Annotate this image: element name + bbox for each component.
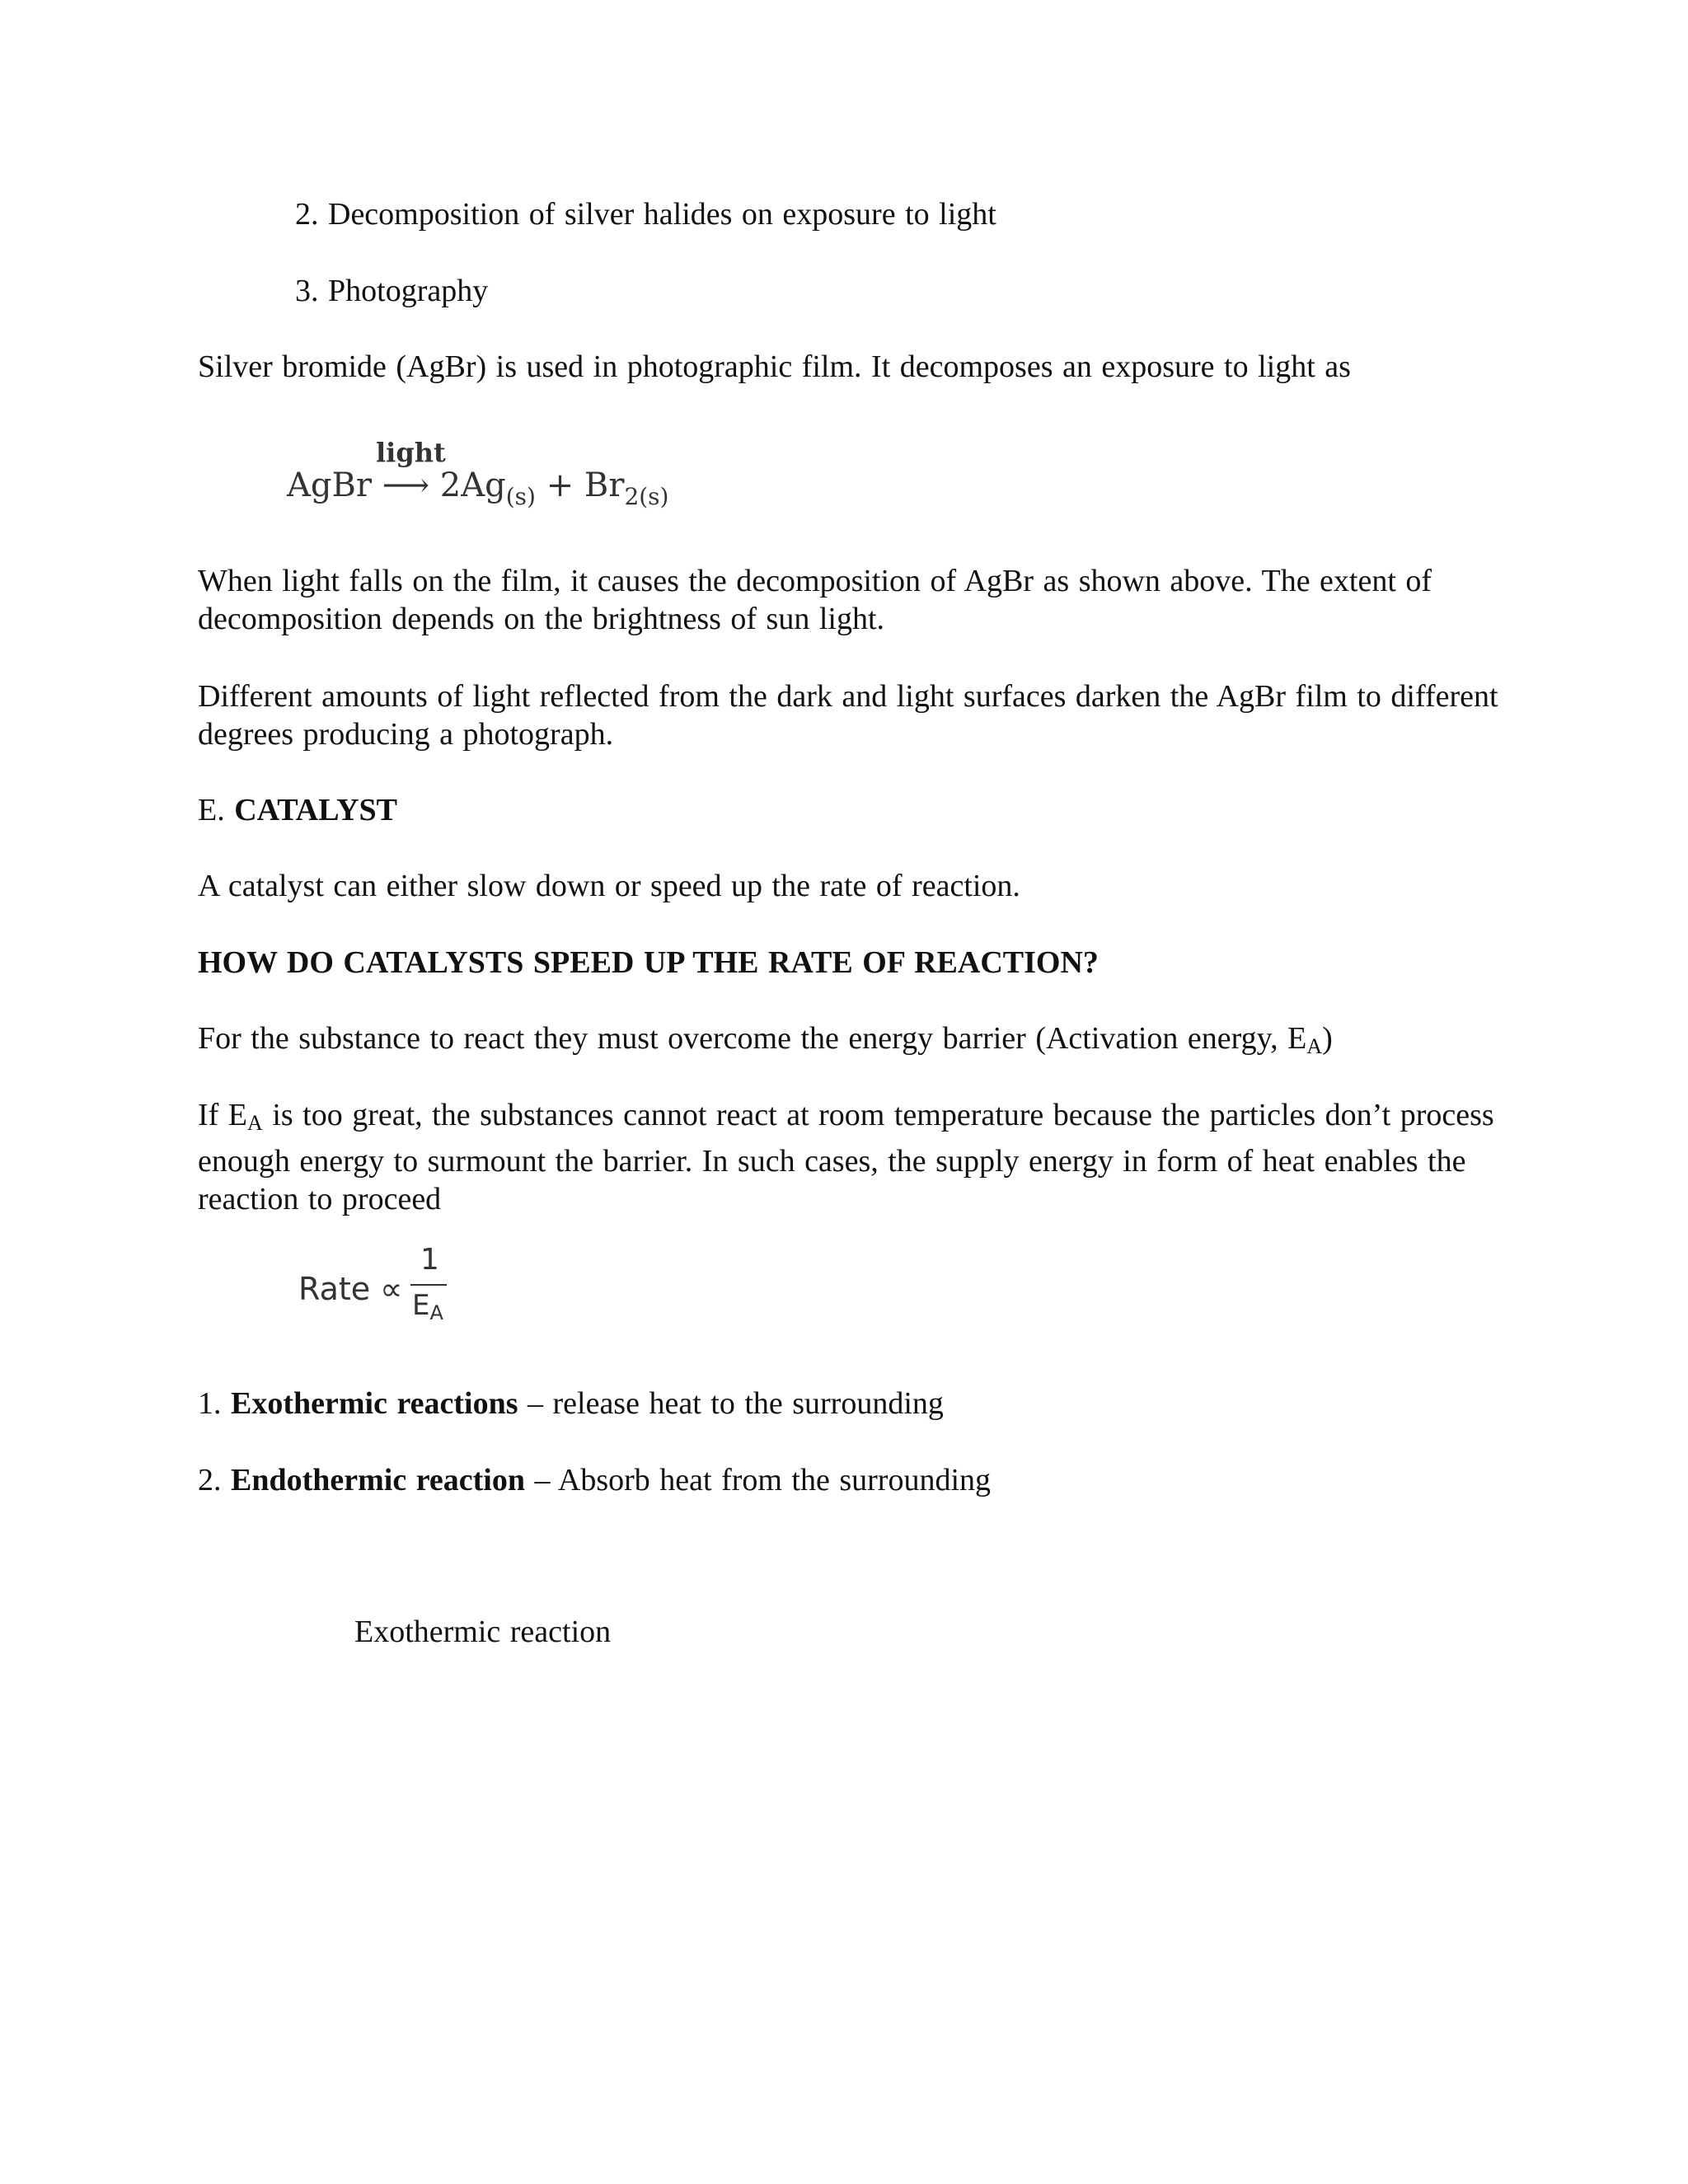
exothermic-caption: Exothermic reaction [354, 1615, 612, 1649]
endothermic-number: 2. [198, 1463, 231, 1497]
decomposition-paragraph: When light falls on the film, it causes the decomposition of AgBr as shown above. The extent of decomposition depends on the brightness of sun light. [198, 564, 1432, 636]
equation-reactant: AgBr [287, 466, 373, 504]
denominator-e: E [412, 1289, 430, 1322]
ea-start: If E [198, 1098, 248, 1132]
energy-barrier-close: ) [1322, 1021, 1333, 1056]
equation-arrow: ⟶ [382, 466, 430, 504]
silver-bromide-equation [287, 437, 715, 519]
equation-silver-state: (s) [505, 483, 536, 510]
exothermic-number: 1. [198, 1386, 231, 1421]
proportional-symbol: ∝ [380, 1271, 403, 1307]
rate-numerator: 1 [420, 1243, 439, 1277]
fraction-bar [410, 1284, 447, 1286]
equation-product-silver: 2Ag [439, 466, 506, 504]
denominator-subscript: A [429, 1301, 443, 1324]
rate-denominator [412, 1289, 443, 1324]
energy-barrier-sentence [198, 1019, 1333, 1066]
endothermic-description: – Absorb heat from the surrounding [524, 1463, 992, 1497]
exothermic-description: – release heat to the surrounding [518, 1386, 944, 1421]
exothermic-list-item [198, 1385, 944, 1422]
energy-barrier-text: For the substance to react they must overcome the energy barrier (Activation energy, E [198, 1021, 1307, 1056]
catalyst-heading-prefix: E. [198, 793, 235, 827]
ea-subscript: A [247, 1111, 263, 1135]
equation-bromine-state: 2(s) [624, 483, 669, 510]
list-item-photography: 3. Photography [295, 274, 489, 308]
ea-text: is too great, the substances cannot react at room temperature because the particles don’t process enough energy to surmount the barrier. In such cases, the supply energy in form of heat enables the reaction to proceed [198, 1098, 1494, 1216]
endothermic-list-item [198, 1461, 991, 1499]
rate-word [298, 1271, 402, 1307]
rate-label: Rate [298, 1271, 371, 1307]
equation-body [287, 466, 668, 510]
exothermic-term: Exothermic reactions [231, 1386, 518, 1421]
photography-intro: Silver bromide (AgBr) is used in photographic film. It decomposes an exposure to light as [198, 349, 1351, 384]
endothermic-term: Endothermic reaction [231, 1463, 525, 1497]
rate-proportionality-formula [298, 1243, 480, 1342]
equation-plus-bromine: + Br [546, 466, 625, 504]
catalyst-question-heading: HOW DO CATALYSTS SPEED UP THE RATE OF REACTION? [198, 945, 1099, 980]
catalyst-section-heading [198, 791, 397, 829]
energy-barrier-subscript: A [1306, 1034, 1323, 1058]
equation-light-label: light [376, 437, 446, 468]
activation-energy-paragraph [198, 1096, 1500, 1218]
catalyst-heading-text: CATALYST [234, 793, 398, 827]
photograph-paragraph: Different amounts of light reflected from the dark and light surfaces darken the AgBr film to different degrees producing a photograph. [198, 679, 1498, 752]
list-item-decomposition: 2. Decomposition of silver halides on exposure to light [295, 197, 996, 232]
catalyst-definition: A catalyst can either slow down or speed up the rate of reaction. [198, 869, 1020, 903]
